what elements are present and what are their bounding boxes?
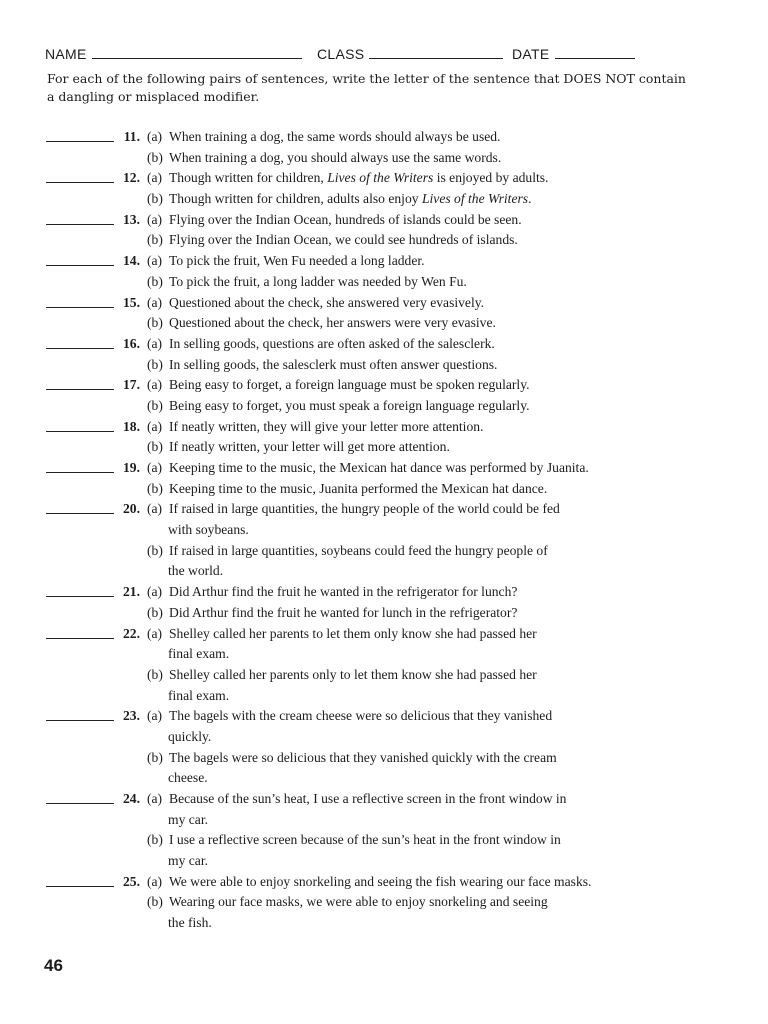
option-b-continuation (0, 913, 768, 934)
option-a (0, 334, 768, 355)
option-b-continuation (0, 686, 768, 707)
option-letter: (b) (147, 439, 163, 455)
page-number: 46 (44, 956, 63, 975)
sentence-text: I use a reflective screen because of the sun’s heat in the front window in (169, 832, 561, 848)
sentence-text: quickly. (168, 728, 212, 744)
option-letter: (a) (147, 294, 163, 310)
sentence-text: Flying over the Indian Ocean, hundreds of islands could be seen. (169, 211, 522, 227)
answer-blank[interactable] (46, 182, 114, 183)
answer-blank[interactable] (46, 720, 114, 721)
option-b (0, 230, 768, 251)
exercise-item (0, 706, 768, 789)
option-letter: (b) (147, 832, 163, 848)
option-b (0, 479, 768, 500)
option-letter: (b) (147, 149, 163, 165)
option-letter: (b) (147, 604, 163, 620)
answer-blank[interactable] (46, 307, 114, 308)
item-number: 22. (123, 625, 140, 641)
option-b (0, 355, 768, 376)
sentence-text: cheese. (168, 770, 208, 786)
answer-blank[interactable] (46, 596, 114, 597)
item-number: 15. (123, 294, 140, 310)
answer-blank[interactable] (46, 431, 114, 432)
sentence-text: If neatly written, they will give your letter more attention. (169, 418, 484, 434)
sentence-text: Did Arthur find the fruit he wanted in the refrigerator for lunch? (169, 584, 518, 600)
exercise-item (0, 127, 768, 168)
answer-blank[interactable] (46, 638, 114, 639)
option-a (0, 872, 768, 893)
option-a (0, 789, 768, 810)
item-number: 16. (123, 335, 140, 351)
option-b-continuation (0, 768, 768, 789)
sentence-text: The bagels with the cream cheese were so delicious that they vanished (169, 708, 553, 724)
option-a (0, 251, 768, 272)
class-field (317, 44, 503, 62)
option-letter: (a) (147, 501, 163, 517)
option-b (0, 437, 768, 458)
exercise-item (0, 168, 768, 209)
option-letter: (a) (147, 791, 163, 806)
option-letter: (b) (147, 666, 163, 682)
answer-blank[interactable] (46, 348, 114, 349)
student-info-header (45, 44, 645, 64)
sentence-text: Questioned about the check, she answered very evasively. (169, 294, 485, 310)
item-number: 17. (123, 377, 140, 393)
name-field (45, 44, 302, 62)
exercise-item (0, 458, 768, 499)
item-number: 21. (123, 584, 140, 600)
option-letter: (b) (147, 232, 163, 248)
item-number: 14. (123, 253, 140, 269)
sentence-text: When training a dog, the same words should always be used. (169, 129, 501, 144)
sentence-text: Being easy to forget, you must speak a foreign language regularly. (169, 397, 530, 413)
item-number: 20. (123, 501, 140, 517)
sentence-text: If neatly written, your letter will get more attention. (169, 439, 450, 455)
option-b (0, 748, 768, 769)
option-letter: (b) (147, 356, 163, 372)
option-b (0, 396, 768, 417)
option-a (0, 127, 768, 148)
option-b (0, 189, 768, 210)
sentence-text: Keeping time to the music, Juanita performed the Mexican hat dance. (169, 480, 548, 496)
sentence-text: If raised in large quantities, the hungry people of the world could be fed (169, 501, 560, 517)
exercise-list (0, 127, 768, 934)
sentence-text: Questioned about the check, her answers were very evasive. (169, 315, 496, 331)
exercise-item (0, 789, 768, 872)
sentence-text: To pick the fruit, Wen Fu needed a long ladder. (169, 253, 425, 269)
sentence-text: the fish. (168, 915, 212, 931)
option-letter: (a) (147, 170, 163, 186)
answer-blank[interactable] (46, 803, 114, 804)
sentence-text: In selling goods, the salesclerk must often answer questions. (169, 356, 498, 372)
option-letter: (b) (147, 397, 163, 413)
option-letter: (a) (147, 584, 163, 600)
option-a (0, 375, 768, 396)
option-letter: (a) (147, 873, 163, 889)
sentence-text: Did Arthur find the fruit he wanted for lunch in the refrigerator? (169, 604, 518, 620)
option-letter: (a) (147, 129, 163, 144)
option-b (0, 541, 768, 562)
sentence-text: If raised in large quantities, soybeans could feed the hungry people of (169, 542, 548, 558)
option-a-continuation (0, 810, 768, 831)
option-letter: (b) (147, 542, 163, 558)
item-number: 23. (123, 708, 140, 724)
date-field (512, 44, 635, 62)
exercise-item (0, 375, 768, 416)
sentence-text: Because of the sun’s heat, I use a reflective screen in the front window in (169, 791, 567, 806)
sentence-text: Flying over the Indian Ocean, we could see hundreds of islands. (169, 232, 518, 248)
book-title: Lives of the Writers (327, 170, 434, 186)
option-letter: (a) (147, 708, 163, 724)
option-b (0, 272, 768, 293)
option-b (0, 892, 768, 913)
class-label: CLASS (317, 46, 365, 62)
option-letter: (a) (147, 335, 163, 351)
option-a (0, 499, 768, 520)
sentence-text: We were able to enjoy snorkeling and seeing the fish wearing our face masks. (169, 873, 592, 889)
answer-blank[interactable] (46, 389, 114, 390)
book-title: Lives of the Writers (421, 191, 529, 207)
option-letter: (a) (147, 625, 163, 641)
option-b (0, 603, 768, 624)
class-blank[interactable] (369, 44, 503, 59)
answer-blank[interactable] (46, 224, 114, 225)
item-number: 24. (123, 791, 140, 806)
option-a (0, 210, 768, 231)
item-number: 25. (123, 873, 140, 889)
exercise-item (0, 624, 768, 707)
sentence-text: In selling goods, questions are often asked of the salesclerk. (169, 335, 495, 351)
option-letter: (a) (147, 253, 163, 269)
sentence-text: with soybeans. (168, 522, 249, 538)
exercise-item (0, 499, 768, 582)
exercise-item (0, 872, 768, 934)
sentence-text: Shelley called her parents only to let them know she had passed her (169, 666, 537, 682)
option-letter: (a) (147, 211, 163, 227)
option-a (0, 293, 768, 314)
option-a-continuation (0, 644, 768, 665)
option-b (0, 148, 768, 169)
exercise-item (0, 251, 768, 292)
option-letter: (b) (147, 315, 163, 331)
instructions-text: For each of the following pairs of sentences, write the letter of the sentence that DOES NOT contain a dangling or misplaced modifier. (47, 71, 686, 104)
option-b (0, 830, 768, 851)
option-a (0, 458, 768, 479)
option-letter: (a) (147, 377, 163, 393)
sentence-text: When training a dog, you should always use the same words. (169, 149, 502, 165)
option-letter: (b) (147, 191, 163, 207)
sentence-text: final exam. (168, 646, 230, 662)
answer-blank[interactable] (46, 472, 114, 473)
option-a (0, 417, 768, 438)
option-b-continuation (0, 561, 768, 582)
sentence-text: Being easy to forget, a foreign language must be spoken regularly. (169, 377, 530, 393)
option-b-continuation (0, 851, 768, 872)
answer-blank[interactable] (46, 513, 114, 514)
exercise-item (0, 293, 768, 334)
option-letter: (b) (147, 894, 163, 910)
sentence-text: the world. (168, 563, 224, 579)
answer-blank[interactable] (46, 141, 114, 142)
option-a (0, 168, 768, 189)
sentence-text: Keeping time to the music, the Mexican hat dance was performed by Juanita. (169, 460, 589, 475)
sentence-text: final exam. (168, 687, 230, 703)
answer-blank[interactable] (46, 265, 114, 266)
exercise-item (0, 582, 768, 623)
sentence-text: Shelley called her parents to let them only know she had passed her (169, 625, 537, 641)
sentence-text: The bagels were so delicious that they vanished quickly with the cream (169, 749, 557, 765)
option-a-continuation (0, 727, 768, 748)
sentence-text: To pick the fruit, a long ladder was needed by Wen Fu. (169, 273, 467, 289)
option-letter: (b) (147, 273, 163, 289)
sentence-text: my car. (168, 811, 209, 827)
item-number: 11. (123, 129, 140, 144)
item-number: 12. (123, 170, 140, 186)
exercise-item (0, 334, 768, 375)
option-b (0, 313, 768, 334)
sentence-text: Wearing our face masks, we were able to enjoy snorkeling and seeing (169, 894, 548, 910)
name-label: NAME (45, 46, 87, 62)
option-a-continuation (0, 520, 768, 541)
exercise-item (0, 417, 768, 458)
option-letter: (a) (147, 460, 163, 475)
item-number: 19. (123, 460, 140, 475)
answer-blank[interactable] (46, 886, 114, 887)
sentence-text: Though written for children, adults also enjoy Lives of the Writers. (169, 191, 532, 207)
option-letter: (b) (147, 480, 163, 496)
option-letter: (b) (147, 749, 163, 765)
date-label: DATE (512, 46, 550, 62)
date-blank[interactable] (555, 44, 635, 59)
option-a (0, 706, 768, 727)
option-a (0, 582, 768, 603)
sentence-text: Though written for children, Lives of the Writers is enjoyed by adults. (169, 170, 549, 186)
sentence-text: my car. (168, 853, 209, 869)
item-number: 13. (123, 211, 140, 227)
option-a (0, 624, 768, 645)
option-letter: (a) (147, 418, 163, 434)
exercise-item (0, 210, 768, 251)
option-b (0, 665, 768, 686)
item-number: 18. (123, 418, 140, 434)
name-blank[interactable] (92, 44, 302, 59)
